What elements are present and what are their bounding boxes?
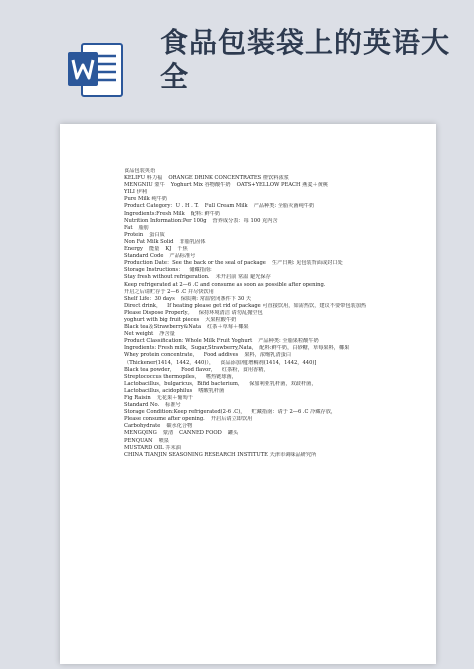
document-text: 嗜热链球菌， bbox=[205, 373, 237, 380]
document-text: KELIFU 科力福 bbox=[124, 175, 163, 182]
document-text: CANNED FOOD bbox=[179, 430, 222, 437]
document-text: （Thickener(1414，1442，440)）， bbox=[124, 359, 215, 366]
document-text: Yoghurt Mix 谷物酸牛奶 bbox=[170, 182, 231, 189]
document-text: 食品包装英语 bbox=[124, 168, 156, 174]
document-text: 脂肪 bbox=[138, 224, 149, 231]
document-line bbox=[124, 416, 424, 423]
document-text: Full Cream Milk bbox=[204, 203, 248, 210]
document-text: Fat bbox=[124, 224, 133, 231]
document-line bbox=[124, 388, 424, 395]
document-text: 营养成分表：每 100 克内含 bbox=[212, 217, 278, 224]
document-line bbox=[124, 438, 424, 445]
document-text: MENGNIU 蒙牛 bbox=[124, 182, 165, 189]
document-text: 配料: 鲜牛奶 bbox=[190, 210, 221, 217]
document-text: Black tea＆Strawberry&Nata bbox=[124, 324, 202, 331]
document-text: 保持环境清洁 请勿乱抛空包 bbox=[198, 309, 263, 316]
document-text: Pure Milk 纯牛奶 bbox=[124, 196, 168, 203]
document-line bbox=[124, 274, 424, 281]
document-text: Lactobacillus，bulgaricus，Bifid bacterium， bbox=[124, 380, 244, 387]
document-text: 保加利亚乳杆菌，双歧杆菌， bbox=[249, 380, 317, 387]
document-line bbox=[124, 374, 424, 381]
document-text: 千焦 bbox=[177, 246, 188, 253]
document-text: Fig Raisin bbox=[124, 395, 151, 401]
document-text: KJ bbox=[165, 246, 172, 253]
document-text: Ingredients:Fresh Milk bbox=[124, 210, 185, 217]
document-text: 储藏指南: bbox=[189, 267, 212, 274]
document-text: 大果粒酸牛奶 bbox=[205, 316, 237, 323]
document-line bbox=[124, 423, 424, 430]
document-line bbox=[124, 331, 424, 338]
document-text: Direct drink， bbox=[124, 302, 162, 309]
document-text: 产品种类: 全脂灭菌纯牛奶 bbox=[253, 203, 315, 210]
document-line bbox=[124, 253, 424, 260]
document-text: Product Category：U . H . T. bbox=[124, 203, 199, 210]
document-text: Ingredients: Fresh milk，Sugar,Strawberry,Nata, bbox=[124, 345, 254, 352]
document-text: Stay fresh without refrigeration. bbox=[124, 274, 210, 281]
document-line bbox=[124, 289, 424, 296]
document-line bbox=[124, 317, 424, 324]
document-text: 生产日期: 见包装背面或封口处 bbox=[271, 260, 343, 267]
document-text: 红茶＋草莓＋椰果 bbox=[207, 324, 249, 331]
document-text: Energy bbox=[124, 246, 143, 253]
document-text: Please consume after opening. bbox=[124, 416, 205, 423]
document-line bbox=[124, 282, 424, 289]
document-line bbox=[124, 381, 424, 388]
header-banner bbox=[0, 0, 474, 112]
document-text: 碳水化合物 bbox=[166, 423, 193, 430]
document-line bbox=[124, 430, 424, 437]
document-line bbox=[124, 189, 424, 196]
document-line bbox=[124, 345, 424, 352]
document-text: Standard Code bbox=[124, 253, 164, 260]
document-line bbox=[124, 260, 424, 267]
document-line bbox=[124, 338, 424, 345]
document-text: 开启之后请贮存于 2—6 .C 并尽快饮用 bbox=[124, 288, 214, 295]
document-line bbox=[124, 367, 424, 374]
document-text: Production Date：See the back or the seal of package bbox=[124, 260, 266, 267]
document-line bbox=[124, 168, 424, 175]
document-text: Shelf Life：30 days bbox=[124, 295, 175, 302]
document-line bbox=[124, 409, 424, 416]
document-text: 保质期: 常温密闭条件下 30 天 bbox=[180, 295, 252, 302]
document-text: 嗜酸乳杆菌 bbox=[198, 387, 225, 394]
document-text: Whey protein concentrate， bbox=[124, 352, 198, 359]
document-text: Food addives bbox=[203, 352, 239, 359]
document-page bbox=[60, 124, 436, 664]
document-line bbox=[124, 246, 424, 253]
document-text: 蒙清 bbox=[162, 430, 174, 437]
document-line bbox=[124, 218, 424, 225]
document-text: 配料:鲜牛奶，白砂糖，草莓果料，椰果 bbox=[259, 345, 350, 352]
document-text: 食品添加剂[增稠剂(1414，1442，440)] bbox=[220, 359, 317, 366]
document-line bbox=[124, 296, 424, 303]
document-text: Nutrition Information:Per 100g bbox=[124, 217, 207, 224]
document-line bbox=[124, 303, 424, 310]
document-text: Net weight bbox=[124, 331, 154, 338]
document-text: Keep refrigerated at 2—6 .C and consume as soon as possible after opening. bbox=[124, 281, 326, 288]
document-text: Carbohydrate bbox=[124, 423, 161, 430]
word-document-icon bbox=[68, 40, 124, 100]
document-text: Streptococcus thermopiles， bbox=[124, 373, 200, 380]
document-line bbox=[124, 232, 424, 239]
document-text: 果料，浓缩乳清蛋白 bbox=[244, 352, 292, 359]
document-text: MENGQING bbox=[124, 430, 157, 437]
document-text: ORANGE DRINK CONCENTRATES 橙饮料浓浆 bbox=[168, 175, 289, 182]
document-text: Food flavor， bbox=[181, 366, 216, 373]
document-line bbox=[124, 211, 424, 218]
document-text: 产品标准号 bbox=[169, 253, 196, 260]
document-text: Storage Condition:Keep refrigerated(2-6 .C)， bbox=[124, 409, 246, 416]
document-line bbox=[124, 324, 424, 331]
document-text: 能量 bbox=[148, 246, 160, 253]
document-line bbox=[124, 203, 424, 210]
document-text: Protein bbox=[124, 231, 144, 238]
document-text: YILI 伊利 bbox=[124, 189, 147, 196]
document-line bbox=[124, 182, 424, 189]
document-text: 蛋白质 bbox=[149, 231, 165, 238]
document-text: 喷泉 bbox=[158, 437, 169, 444]
document-text: 未开启前 常温 避光保存 bbox=[215, 274, 271, 281]
document-text: 产品种类: 全脂果粒酸牛奶 bbox=[258, 338, 319, 345]
document-text: 标准号 bbox=[165, 402, 181, 409]
document-line bbox=[124, 175, 424, 182]
document-text: Non Fat Milk Solid bbox=[124, 238, 174, 245]
document-text: MUSTARD OIL 芥末油 bbox=[124, 444, 181, 451]
document-text: Please Dispose Properly。 bbox=[124, 309, 193, 316]
document-line bbox=[124, 395, 424, 402]
page-title: 食品包装袋上的英语大全 bbox=[160, 26, 451, 93]
document-line bbox=[124, 196, 424, 203]
document-text: Lactobacillus, acidophilus bbox=[124, 387, 193, 394]
document-line bbox=[124, 360, 424, 367]
document-line bbox=[124, 225, 424, 232]
document-body bbox=[124, 168, 424, 459]
document-text: 贮藏指南：请于 2—6 .C 冷藏存放， bbox=[251, 409, 337, 416]
document-line bbox=[124, 310, 424, 317]
document-text: 开启后请立即饮用 bbox=[210, 416, 253, 423]
document-text: 罐头 bbox=[227, 430, 239, 437]
document-line bbox=[124, 452, 424, 459]
document-text: PENQUAN bbox=[124, 437, 153, 444]
document-text: Black tea powder， bbox=[124, 366, 176, 373]
document-text: OATS+YELLOW PEACH 燕麦＋黄桃 bbox=[236, 182, 329, 189]
document-line bbox=[124, 445, 424, 452]
document-text: Standard No. bbox=[124, 402, 160, 409]
document-text: yoghurt with big fruit pieces bbox=[124, 316, 200, 323]
document-text: 红茶粉，食用香精， bbox=[221, 366, 269, 373]
document-text: If heating please get rid of package 可直接饮用，如需热饮，建议不要带包装加热 bbox=[167, 302, 367, 309]
document-text: 非脂乳固体 bbox=[179, 238, 206, 245]
document-text: 净含量 bbox=[159, 331, 175, 338]
document-line bbox=[124, 402, 424, 409]
document-line bbox=[124, 239, 424, 246]
document-text: CHINA TIANJIN SEASONING RESEARCH INSTITUTE 天津市调味品研究所 bbox=[124, 451, 317, 458]
document-line bbox=[124, 352, 424, 359]
document-text: Product Classification: Whole Milk Fruit Yoghurt bbox=[124, 338, 253, 345]
document-text: 无花果＋葡萄干 bbox=[156, 395, 193, 401]
document-line bbox=[124, 267, 424, 274]
document-text: Storage Instructions： bbox=[124, 267, 184, 274]
